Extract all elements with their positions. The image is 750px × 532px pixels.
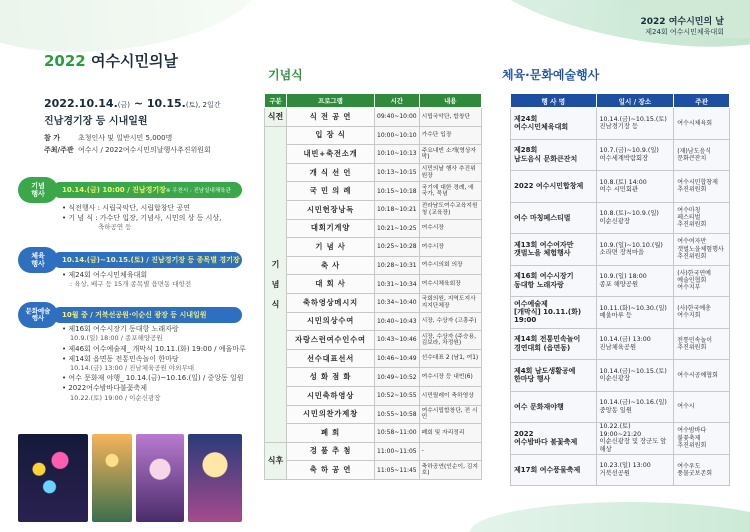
- host-cell: 여수우도 풍물굿보존회: [674, 454, 730, 486]
- section-lines-ceremony: [62, 203, 221, 233]
- events-body: [511, 108, 730, 486]
- host-cell: 여수시민합창제 추진위원회: [674, 171, 730, 203]
- table-row: [265, 331, 482, 350]
- table-row: [511, 454, 730, 486]
- table-row: [265, 238, 482, 257]
- table-row: [265, 461, 482, 480]
- host-cell: (사)한국연예 예술인협회 여수지부: [674, 265, 730, 297]
- section-line: • 기 념 식 : 가수단 입장, 기념사, 시민의 상 등 시상,: [62, 214, 222, 223]
- event-name-cell: 제16회 여수시장기 동대항 노래자랑: [511, 265, 597, 297]
- table-row: [265, 108, 482, 127]
- content-cell: 전라남도여수교육지원청 (교육장): [419, 200, 481, 219]
- event-venue: 진남경기장 등 시내일원: [44, 116, 148, 127]
- content-cell: 국기에 대한 경례, 애국가, 묵념: [419, 182, 481, 201]
- info-label: 주최/주관: [44, 146, 74, 154]
- date-start: 2022.10.14.: [44, 97, 118, 110]
- program-cell: 축 하 공 연: [287, 461, 375, 480]
- category-cell: 식후: [265, 442, 287, 479]
- info-organizer: [44, 145, 211, 155]
- category-cell: 식전: [265, 108, 287, 127]
- date-place-cell: 10.7.(금)~10.9.(일) 여수세계박람회장: [596, 139, 674, 171]
- info-value: 여수시 / 2022여수시민의날행사추진위원회: [78, 146, 211, 154]
- section-bar-culture: [52, 307, 242, 323]
- time-cell: 10:46~10:49: [375, 349, 420, 368]
- content-cell: -: [419, 442, 481, 461]
- table-row: [265, 275, 482, 294]
- table-row: [511, 202, 730, 234]
- section-line: 10.22.(토) 19:00 / 이순신광장: [70, 393, 161, 402]
- program-cell: 내빈+축전소개: [287, 145, 375, 164]
- table-row: [511, 297, 730, 329]
- table-row: [265, 200, 482, 219]
- stage-performance-photo: [188, 434, 242, 522]
- table-row: [265, 442, 482, 461]
- table-row: [265, 293, 482, 312]
- section-bar-text: 10.14.(금) 10:00 / 진남경기장: [62, 186, 166, 194]
- table-header-row: [265, 94, 482, 108]
- dance-performance-photo: [136, 434, 184, 522]
- content-cell: 시립국악단, 합창단: [419, 108, 481, 127]
- time-cell: 10:28~10:31: [375, 256, 420, 275]
- section-line: • 2022여수밤바다불꽃축제: [62, 384, 148, 393]
- time-cell: 10:15~10:18: [375, 182, 420, 201]
- date-place-cell: 10.23.(일) 13:00 거북선공원: [596, 454, 674, 486]
- section-line: : 육상, 배구 등 15개 종목별 읍면동 대항전: [70, 280, 192, 289]
- header-content: 내용: [419, 94, 481, 108]
- table-row: [511, 360, 730, 392]
- program-cell: 입 장 식: [287, 126, 375, 145]
- date-place-cell: 10.14.(금)~10.15.(토) 이순신광장: [596, 360, 674, 392]
- program-cell: 시민축하영상: [287, 386, 375, 405]
- section-line: 축하공연 등: [98, 223, 132, 232]
- host-cell: (사)한국예총 여수지회: [674, 297, 730, 329]
- date-place-cell: 10.8.(토) 14:00 여수 시민회관: [596, 171, 674, 203]
- time-cell: 10:49~10:52: [375, 368, 420, 387]
- content-cell: 시민의날 행사 추진위원장: [419, 163, 481, 182]
- content-cell: 여수시체육회장: [419, 275, 481, 294]
- header-program: 프로그램: [287, 94, 375, 108]
- time-cell: 10:25~10:28: [375, 238, 420, 257]
- host-cell: 여수시공예협회: [674, 360, 730, 392]
- content-cell: 시장, 수상자 (고흥주): [419, 312, 481, 331]
- content-cell: 선수대표 2 (남1, 여1): [419, 349, 481, 368]
- host-cell: 여수마칭 페스티벌 추진위원회: [674, 202, 730, 234]
- date-end-day: (토): [185, 101, 199, 109]
- category-cell: 기 념 식: [265, 126, 287, 442]
- page-title: [44, 50, 178, 71]
- content-cell: 여수시장: [419, 238, 481, 257]
- host-cell: 여수시체육회: [674, 108, 730, 140]
- program-cell: 축하영상메시지: [287, 293, 375, 312]
- section-bar-sports: [52, 252, 242, 268]
- section-line: • 제46회 여수예술제_ 개막식 10.11.(화) 19:00 / 예울마루: [62, 344, 246, 353]
- corner-title-line1: 2022 여수시민의 날: [640, 17, 724, 27]
- content-cell: 시장, 수상자 (주승용, 김보라, 차정원): [419, 331, 481, 350]
- section-line: • 여수 문화재 야행_ 10.14.(금)~10.16.(일) / 중앙동 일원: [62, 374, 244, 383]
- section-line: • 제24회 여수시민체육대회: [62, 271, 148, 279]
- event-name-cell: 제13회 여수여자만 갯벌노을 체험행사: [511, 234, 597, 266]
- time-cell: 10:10~10:13: [375, 145, 420, 164]
- time-cell: 11:05~11:45: [375, 461, 420, 480]
- host-cell: 여수시: [674, 391, 730, 423]
- content-cell: 여수시장 등 내빈(6): [419, 368, 481, 387]
- time-cell: 10:13~10:15: [375, 163, 420, 182]
- table-row: [511, 391, 730, 423]
- events-table: [510, 93, 730, 486]
- event-name-cell: 제24회 여수시민체육대회: [511, 108, 597, 140]
- title-year: 2022: [44, 52, 86, 70]
- event-name-cell: 여수 마칭페스티벌: [511, 202, 597, 234]
- section-bar-text: 10월 중 / 거북선공원·이순신 광장 등 시내일원: [62, 311, 207, 319]
- date-place-cell: 10.14.(금) 13:00 진남체육공원: [596, 328, 674, 360]
- program-cell: 국 민 의 례: [287, 182, 375, 201]
- header-event-name: 행 사 명: [511, 94, 597, 108]
- program-cell: 기 념 사: [287, 238, 375, 257]
- date-place-cell: 10.14.(금)~10.16.(일) 중앙동 일원: [596, 391, 674, 423]
- table-row: [265, 256, 482, 275]
- decorative-wave: [470, 502, 750, 532]
- content-cell: 여수시립합창단, 전 시민: [419, 405, 481, 424]
- event-name-cell: 2022 여수밤바다 불꽃축제: [511, 423, 597, 455]
- content-cell: 여수시의회 의장: [419, 256, 481, 275]
- event-name-cell: 제17회 여수풍물축제: [511, 454, 597, 486]
- section-line: 10.14.(금) 13:00 / 진남체육공원 야외무대: [70, 363, 195, 372]
- time-cell: 10:18~10:21: [375, 200, 420, 219]
- program-cell: 시민의찬가제창: [287, 405, 375, 424]
- content-cell: 여수시장: [419, 219, 481, 238]
- program-cell: 성 화 점 화: [287, 368, 375, 387]
- info-label: 참 가: [44, 134, 60, 142]
- table-row: [511, 423, 730, 455]
- section-badge-sports: 체육 행사: [18, 247, 58, 273]
- time-cell: 11:00~11:05: [375, 442, 420, 461]
- table-row: [265, 126, 482, 145]
- content-cell: 폐회 및 자리정리: [419, 424, 481, 443]
- time-cell: 10:34~10:40: [375, 293, 420, 312]
- event-name-cell: 여수 문화재야행: [511, 391, 597, 423]
- event-name-cell: 2022 여수시민합창제: [511, 171, 597, 203]
- info-value: 초청인사 및 일반시민 5,000명: [78, 134, 173, 142]
- section-lines-culture: [62, 324, 246, 403]
- table-row: [265, 312, 482, 331]
- table-row: [265, 405, 482, 424]
- table-row: [265, 219, 482, 238]
- section-bar-text: 10.14.(금)~10.15.(토) / 진남경기장 등 종목별 경기장: [62, 256, 240, 264]
- section-line: 10.9.(일) 18:00 / 종포해양공원: [70, 334, 163, 343]
- section-line: • 제14회 읍면동 전통민속놀이 한마당: [62, 354, 179, 363]
- ceremony-body: [265, 108, 482, 480]
- time-cell: 10:55~10:58: [375, 405, 420, 424]
- content-cell: 주요내빈 소개(영상자막): [419, 145, 481, 164]
- section-line: • 식전행사 : 시립국악단, 시립합창단 공연: [62, 204, 191, 212]
- program-cell: 개 식 선 언: [287, 163, 375, 182]
- date-place-cell: 10.9.(일) 18:00 종포 해양공원: [596, 265, 674, 297]
- date-duration: , 2일간: [198, 101, 221, 109]
- ceremony-title: 기념식: [268, 68, 303, 82]
- table-row: [265, 424, 482, 443]
- event-name-cell: 제4회 남도생활공예 한마당 행사: [511, 360, 597, 392]
- table-row: [511, 234, 730, 266]
- header-host: 주관: [674, 94, 730, 108]
- section-lines-sports: [62, 270, 191, 290]
- table-row: [265, 349, 482, 368]
- host-cell: (재)남도음식 문화큰잔치: [674, 139, 730, 171]
- event-name-cell: 여수예술제 [개막식] 10.11.(화) 19:00: [511, 297, 597, 329]
- table-row: [265, 145, 482, 164]
- table-header-row: [511, 94, 730, 108]
- folk-festival-photo: [92, 434, 132, 522]
- section-bar-note: ※ 우천시 : 진남실내체육관: [165, 188, 231, 194]
- title-text: 여수시민의날: [90, 52, 178, 70]
- date-place-cell: 10.11.(화)~10.30.(일) 예울마루 등: [596, 297, 674, 329]
- time-cell: 10:58~11:00: [375, 424, 420, 443]
- program-cell: 축 사: [287, 256, 375, 275]
- program-cell: 폐 회: [287, 424, 375, 443]
- table-row: [511, 108, 730, 140]
- event-name-cell: 제14회 전통민속놀이 경연대회 (읍면동): [511, 328, 597, 360]
- time-cell: 09:40~10:00: [375, 108, 420, 127]
- header-date-place: 일시 / 장소: [596, 94, 674, 108]
- ceremony-table: [264, 93, 482, 480]
- table-row: [265, 163, 482, 182]
- header-time: 시간: [375, 94, 420, 108]
- time-cell: 10:43~10:46: [375, 331, 420, 350]
- table-row: [265, 368, 482, 387]
- time-cell: 10:52~10:55: [375, 386, 420, 405]
- date-place-cell: 10.8.(토)~10.9.(일) 이순신광장: [596, 202, 674, 234]
- fireworks-photo: [18, 434, 88, 522]
- section-badge-culture: 문화예술 행사: [18, 302, 58, 328]
- program-cell: 선수대표선서: [287, 349, 375, 368]
- content-cell: 시민릴레이 축하영상: [419, 386, 481, 405]
- program-cell: 대 회 사: [287, 275, 375, 294]
- host-cell: 여수여자만 갯벌노을체험행사 추진위원회: [674, 234, 730, 266]
- time-cell: 10:31~10:34: [375, 275, 420, 294]
- info-participants: [44, 133, 172, 143]
- table-row: [511, 139, 730, 171]
- table-row: [265, 182, 482, 201]
- time-cell: 10:00~10:10: [375, 126, 420, 145]
- date-start-day: (금): [117, 101, 131, 109]
- date-place-cell: 10.14.(금)~10.15.(토) 진남경기장 등: [596, 108, 674, 140]
- time-cell: 10:21~10:25: [375, 219, 420, 238]
- content-cell: 국회의원, 지역도지사 지지단체장: [419, 293, 481, 312]
- program-cell: 경 품 추 첨: [287, 442, 375, 461]
- corner-title-line2: 제24회 여수시민체육대회: [645, 28, 724, 36]
- corner-title: [641, 14, 724, 37]
- table-row: [511, 171, 730, 203]
- section-bar-ceremony: [52, 182, 242, 198]
- content-cell: 축하공연(인순이, 김지호): [419, 461, 481, 480]
- event-name-cell: 제28회 남도음식 문화큰잔치: [511, 139, 597, 171]
- content-cell: 가수단 입장: [419, 126, 481, 145]
- table-row: [511, 265, 730, 297]
- table-row: [265, 386, 482, 405]
- date-end: ~ 10.15.: [130, 97, 186, 110]
- program-cell: 대회기게양: [287, 219, 375, 238]
- table-row: [511, 328, 730, 360]
- time-cell: 10:40~10:43: [375, 312, 420, 331]
- host-cell: 여수밤바다 불꽃축제 추진위원회: [674, 423, 730, 455]
- program-cell: 식 전 공 연: [287, 108, 375, 127]
- date-place-cell: 10.22.(토) 19:00~21:20 이순신광장 및 장군도 앞 해상: [596, 423, 674, 455]
- event-date: [44, 97, 221, 110]
- header-category: 구분: [265, 94, 287, 108]
- program-cell: 시민헌장낭독: [287, 200, 375, 219]
- host-cell: 전통민속놀이 추진위원회: [674, 328, 730, 360]
- section-line: • 제16회 여수시장기 동대항 노래자랑: [62, 325, 179, 333]
- section-badge-ceremony: 기념 행사: [18, 177, 58, 203]
- date-place-cell: 10.9.(일)~10.10.(월) 소라면 장척마을: [596, 234, 674, 266]
- program-cell: 자랑스런여수인수여: [287, 331, 375, 350]
- program-cell: 시민의상수여: [287, 312, 375, 331]
- events-title: 체육·문화예술행사: [502, 68, 600, 82]
